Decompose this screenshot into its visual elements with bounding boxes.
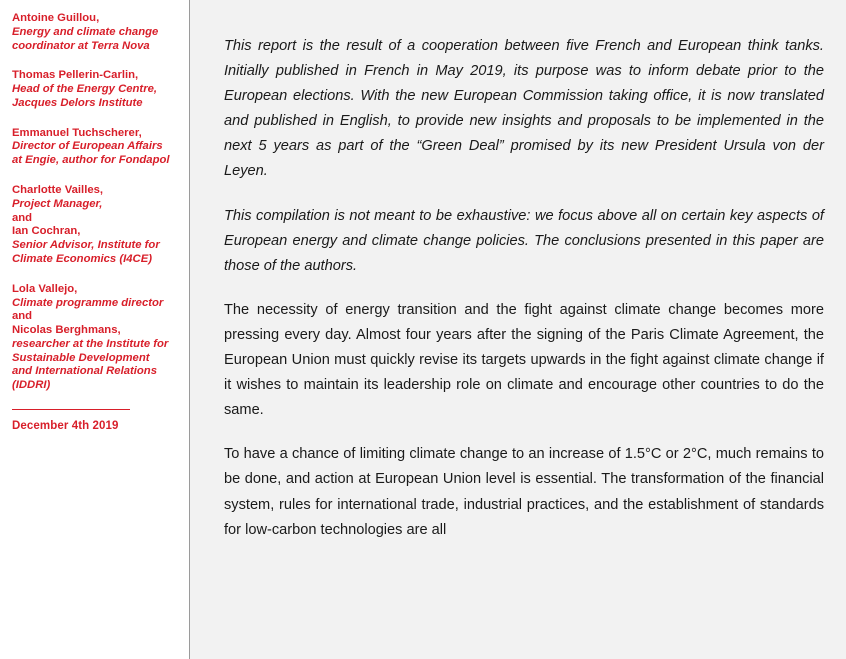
author-role: Director of European Affairs at Engie, author for Fondapol — [12, 140, 170, 167]
author-name-secondary: Ian Cochran, — [12, 225, 81, 238]
author-name: Antoine Guillou, — [12, 12, 100, 24]
intro-paragraph-2: This compilation is not meant to be exhaustive: we focus above all on certain key aspects of European energy and climate change policies. The conclusions presented in this paper are those of the authors. — [224, 207, 824, 274]
author-name: Lola Vallejo, — [12, 282, 78, 295]
author-role-secondary: researcher at the Institute for Sustainable Development and International Relations (IDDRI) — [12, 337, 169, 392]
author-connector: and — [12, 310, 33, 323]
author-entry — [12, 283, 171, 393]
divider — [12, 409, 130, 410]
author-name-secondary: Nicolas Berghmans, — [12, 324, 121, 337]
authors-sidebar — [0, 0, 190, 659]
author-role: Energy and climate change coordinator at Terra Nova — [12, 25, 159, 52]
author-entry — [12, 127, 171, 168]
main-content — [190, 0, 846, 659]
publication-date: December 4th 2019 — [12, 419, 119, 432]
author-entry — [12, 184, 171, 267]
body-paragraph-2: To have a chance of limiting climate change to an increase of 1.5°C or 2°C, much remains to be done, and action at European Union level is essential. The transformation of the financial system, rules for international trade, industrial practices, and the establishment of standards for low-carbon technologies are all — [224, 446, 824, 538]
intro-paragraph-1: This report is the result of a cooperation between five French and European think tanks. Initially published in French in May 2019, its purpose was to inform debate prior to the European elections. With the new European Commission taking office, it is now translated and published in English, to provide new insights and proposals to be implemented in the next 5 years as part of the “Green Deal” promised by its new President Ursula von der Leyen. — [224, 38, 824, 180]
author-name: Charlotte Vailles, — [12, 184, 104, 197]
author-role: Head of the Energy Centre, Jacques Delors Institute — [12, 83, 158, 109]
author-role: Project Manager, — [12, 197, 103, 210]
author-name: Thomas Pellerin-Carlin, — [12, 69, 139, 82]
author-name: Emmanuel Tuchscherer, — [12, 126, 142, 139]
body-paragraph-1: The necessity of energy transition and the fight against climate change becomes more pressing every day. Almost four years after the signing of the Paris Climate Agreement, the European Union must quickly revise its targets upwards in the fight against climate change if it wishes to maintain its leadership role on climate and encourage other countries to do the same. — [224, 301, 824, 419]
author-entry — [12, 69, 171, 110]
author-role: Climate programme director — [12, 296, 164, 309]
author-role-secondary: Senior Advisor, Institute for Climate Economics (I4CE) — [12, 239, 160, 265]
author-entry — [12, 12, 171, 53]
author-connector: and — [12, 211, 33, 224]
